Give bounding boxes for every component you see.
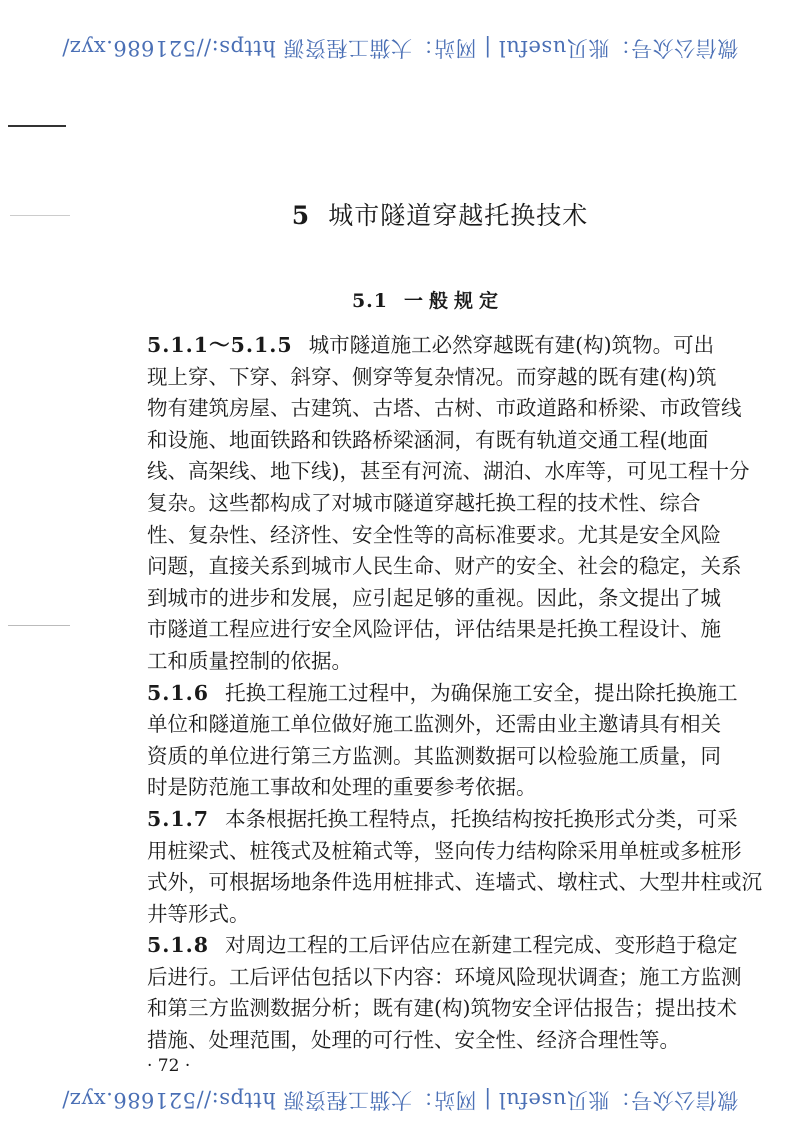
text-line bbox=[147, 993, 737, 1025]
line-text: 后进行。工后评估包括以下内容：环境风险现状调查；施工方监测 bbox=[147, 964, 742, 989]
text-line bbox=[147, 488, 701, 520]
text-line bbox=[147, 614, 721, 646]
chapter-number: 5 bbox=[291, 201, 311, 230]
line-text: 单位和隧道施工单位做好施工监测外，还需由业主邀请具有相关 bbox=[147, 712, 721, 737]
watermark-top: 微信公众号：账贝useful | 网站：大猫工程资源 https://521686.xyz/ bbox=[61, 36, 739, 60]
clause-paragraph bbox=[147, 804, 762, 930]
text-line bbox=[147, 583, 721, 615]
text-line bbox=[147, 425, 709, 457]
line-text: 市隧道工程应进行安全风险评估，评估结果是托换工程设计、施 bbox=[147, 617, 721, 642]
text-line bbox=[147, 330, 715, 362]
line-text: 工和质量控制的依据。 bbox=[147, 648, 352, 673]
text-line bbox=[147, 804, 738, 836]
line-text: 时是防范施工事故和处理的重要参考依据。 bbox=[147, 775, 537, 800]
clause-number: 5.1.8 bbox=[147, 933, 210, 958]
line-text: 线、高架线、地下线)，甚至有河流、湖泊、水库等，可见工程十分 bbox=[147, 459, 750, 484]
body-text bbox=[147, 330, 762, 1057]
scan-margin-mark bbox=[8, 125, 66, 127]
text-line bbox=[147, 1025, 690, 1057]
section-title: 一般规定 bbox=[404, 290, 505, 312]
line-text: 和第三方监测数据分析；既有建(构)筑物安全评估报告；提出技术 bbox=[147, 996, 737, 1021]
text-line bbox=[147, 930, 738, 962]
text-line bbox=[147, 393, 742, 425]
text-line bbox=[147, 899, 690, 931]
text-line bbox=[147, 772, 690, 804]
text-line bbox=[147, 551, 742, 583]
line-text: 城市隧道施工必然穿越既有建(构)筑物。可出 bbox=[308, 333, 715, 357]
clause-number: 5.1.1～5.1.5 bbox=[147, 333, 293, 357]
section-number: 5.1 bbox=[351, 290, 389, 312]
scan-margin-mark bbox=[8, 625, 70, 626]
clause-paragraph bbox=[147, 678, 738, 804]
line-text: 现上穿、下穿、斜穿、侧穿等复杂情况。而穿越的既有建(构)筑 bbox=[147, 364, 717, 389]
line-text: 和设施、地面铁路和铁路桥梁涵洞，有既有轨道交通工程(地面 bbox=[147, 427, 709, 452]
clause-number: 5.1.6 bbox=[147, 680, 210, 705]
line-text: 托换工程施工过程中，为确保施工安全，提出除托换施工 bbox=[225, 680, 738, 705]
chapter-title: 城市隧道穿越托换技术 bbox=[328, 201, 589, 230]
line-text: 问题，直接关系到城市人民生命、财产的安全、社会的稳定，关系 bbox=[147, 554, 742, 579]
line-text: 用桩梁式、桩筏式及桩箱式等，竖向传力结构除采用单桩或多桩形 bbox=[147, 838, 742, 863]
text-line bbox=[147, 520, 721, 552]
line-text: 到城市的进步和发展，应引起足够的重视。因此，条文提出了城 bbox=[147, 585, 721, 610]
text-line bbox=[147, 836, 742, 868]
watermark-bottom: 微信公众号：账贝useful | 网站：大猫工程资源 https://521686.xyz/ bbox=[61, 1088, 739, 1112]
line-text: 对周边工程的工后评估应在新建工程完成、变形趋于稳定 bbox=[225, 933, 738, 958]
clause-number: 5.1.7 bbox=[147, 806, 210, 831]
text-line bbox=[147, 646, 690, 678]
text-line bbox=[147, 741, 721, 773]
clause-paragraph bbox=[147, 930, 742, 1056]
line-text: 物有建筑房屋、古建筑、古塔、古树、市政道路和桥梁、市政管线 bbox=[147, 396, 742, 421]
line-text: 式外，可根据场地条件选用桩排式、连墙式、墩柱式、大型井柱或沉 bbox=[147, 870, 762, 895]
line-text: 资质的单位进行第三方监测。其监测数据可以检验施工质量，同 bbox=[147, 743, 721, 768]
text-line bbox=[147, 362, 717, 394]
line-text: 性、复杂性、经济性、安全性等的高标准要求。尤其是安全风险 bbox=[147, 522, 721, 547]
section-heading bbox=[0, 286, 800, 313]
text-line bbox=[147, 867, 762, 899]
chapter-heading bbox=[0, 196, 800, 232]
line-text: 本条根据托换工程特点，托换结构按托换形式分类，可采 bbox=[225, 806, 738, 831]
text-line bbox=[147, 962, 742, 994]
clause-paragraph bbox=[147, 330, 750, 678]
page-number: · 72 · bbox=[147, 1056, 191, 1076]
text-line bbox=[147, 678, 738, 710]
line-text: 复杂。这些都构成了对城市隧道穿越托换工程的技术性、综合 bbox=[147, 490, 701, 515]
line-text: 井等形式。 bbox=[147, 901, 250, 926]
line-text: 措施、处理范围，处理的可行性、安全性、经济合理性等。 bbox=[147, 1028, 680, 1053]
text-line bbox=[147, 709, 721, 741]
text-line bbox=[147, 456, 750, 488]
